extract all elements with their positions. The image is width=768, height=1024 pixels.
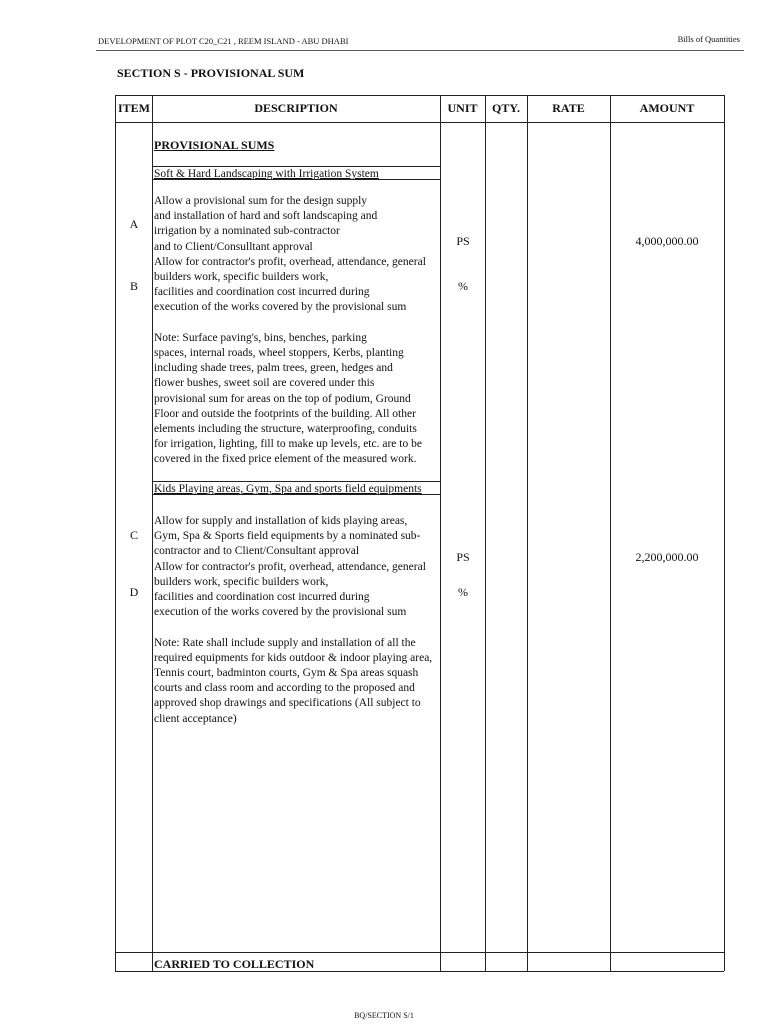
table-top-border [115,95,724,96]
col-border-desc-unit [440,95,441,971]
group-subheading-text: Soft & Hard Landscaping with Irrigation System [154,168,379,180]
description-line: required equipments for kids outdoor & indoor playing area, [154,651,433,664]
section-title: SECTION S - PROVISIONAL SUM [117,66,305,80]
description-line: execution of the works covered by the provisional sum [154,301,407,314]
description-line: and to Client/Consulltant approval [154,240,313,253]
amount-value: 4,000,000.00 [635,234,699,248]
description-line: Note: Surface paving's, bins, benches, parking [154,331,367,344]
column-header-item: ITEM [117,101,150,115]
description-line: spaces, internal roads, wheel stoppers, Kerbs, planting [154,347,404,360]
description-line: including shade trees, palm trees, green, hedges and [154,362,393,375]
provisional-sums-title: PROVISIONAL SUMS [154,138,275,152]
col-border-qty-rate [527,95,528,971]
collection-row-top-border [115,952,724,953]
unit-value: % [458,279,468,293]
item-code: B [129,279,138,293]
description-line: client acceptance) [154,712,237,725]
description-line: contractor and to Client/Consultant approval [154,545,360,558]
col-border-right [724,95,725,971]
description-line: irrigation by a nominated sub-contractor [154,225,340,238]
description-line: Allow a provisional sum for the design supply [154,195,368,207]
description-line [154,316,426,331]
description-line: courts and class room and according to the proposed and [154,682,415,695]
description-line: Gym, Spa & Sports field equipments by a nominated sub- [154,530,421,543]
description-line: facilities and coordination cost incurred during [154,286,370,299]
page-footer: BQ/SECTION S/1 [354,1011,414,1020]
group-subheading-text: Kids Playing areas, Gym, Spa and sports field equipments [154,483,422,495]
group-subheading [152,166,440,180]
unit-value: PS [456,234,470,248]
col-border-rate-amount [610,95,611,971]
document-header-project: DEVELOPMENT OF PLOT C20_C21 , REEM ISLAND - ABU DHABI [98,36,349,46]
description-line: flower bushes, sweet soil are covered under this [154,377,375,390]
description-line: Floor and outside the footprints of the building. All other [154,407,416,420]
header-row-divider [115,122,724,123]
unit-value: % [458,585,468,599]
unit-value: PS [456,550,470,564]
carried-to-collection: CARRIED TO COLLECTION [154,957,315,971]
description-line: Tennis court, badminton courts, Gym & Spa areas squash [154,667,419,680]
amount-value: 2,200,000.00 [635,550,699,564]
col-border-item-desc [152,95,153,971]
description-line [154,620,432,635]
column-header-unit: UNIT [447,101,478,115]
header-divider [96,50,744,51]
description-line: covered in the fixed price element of the measured work. [154,453,417,466]
description-line: execution of the works covered by the provisional sum [154,606,407,619]
column-header-rate: RATE [552,101,585,115]
description-line: for irrigation, lighting, fill to make up levels, etc. are to be [154,438,422,451]
description-line: builders work, specific builders work, [154,575,329,588]
column-header-description: DESCRIPTION [254,101,338,115]
document-header-type: Bills of Quantities [677,34,740,44]
item-code: A [129,217,139,231]
item-code: C [129,528,138,542]
description-line: provisional sum for areas on the top of podium, Ground [154,392,411,405]
description-line: Allow for contractor's profit, overhead, attendance, general [154,255,426,268]
col-border-unit-qty [485,95,486,971]
column-header-qty: QTY. [492,101,520,115]
description-line: approved shop drawings and specifications (All subject to [154,697,421,710]
group-description [154,514,432,727]
description-line: Allow for contractor's profit, overhead, attendance, general [154,560,426,573]
description-line: Note: Rate shall include supply and installation of all the [154,636,416,649]
group-subheading [152,481,440,495]
column-header-amount: AMOUNT [639,101,695,115]
description-line: Allow for supply and installation of kids playing areas, [154,515,408,527]
description-line: builders work, specific builders work, [154,271,329,284]
group-description [154,194,426,468]
item-code: D [129,585,139,599]
description-line: facilities and coordination cost incurred during [154,591,370,604]
description-line: and installation of hard and soft landscaping and [154,210,378,223]
description-line: elements including the structure, waterproofing, conduits [154,423,417,436]
